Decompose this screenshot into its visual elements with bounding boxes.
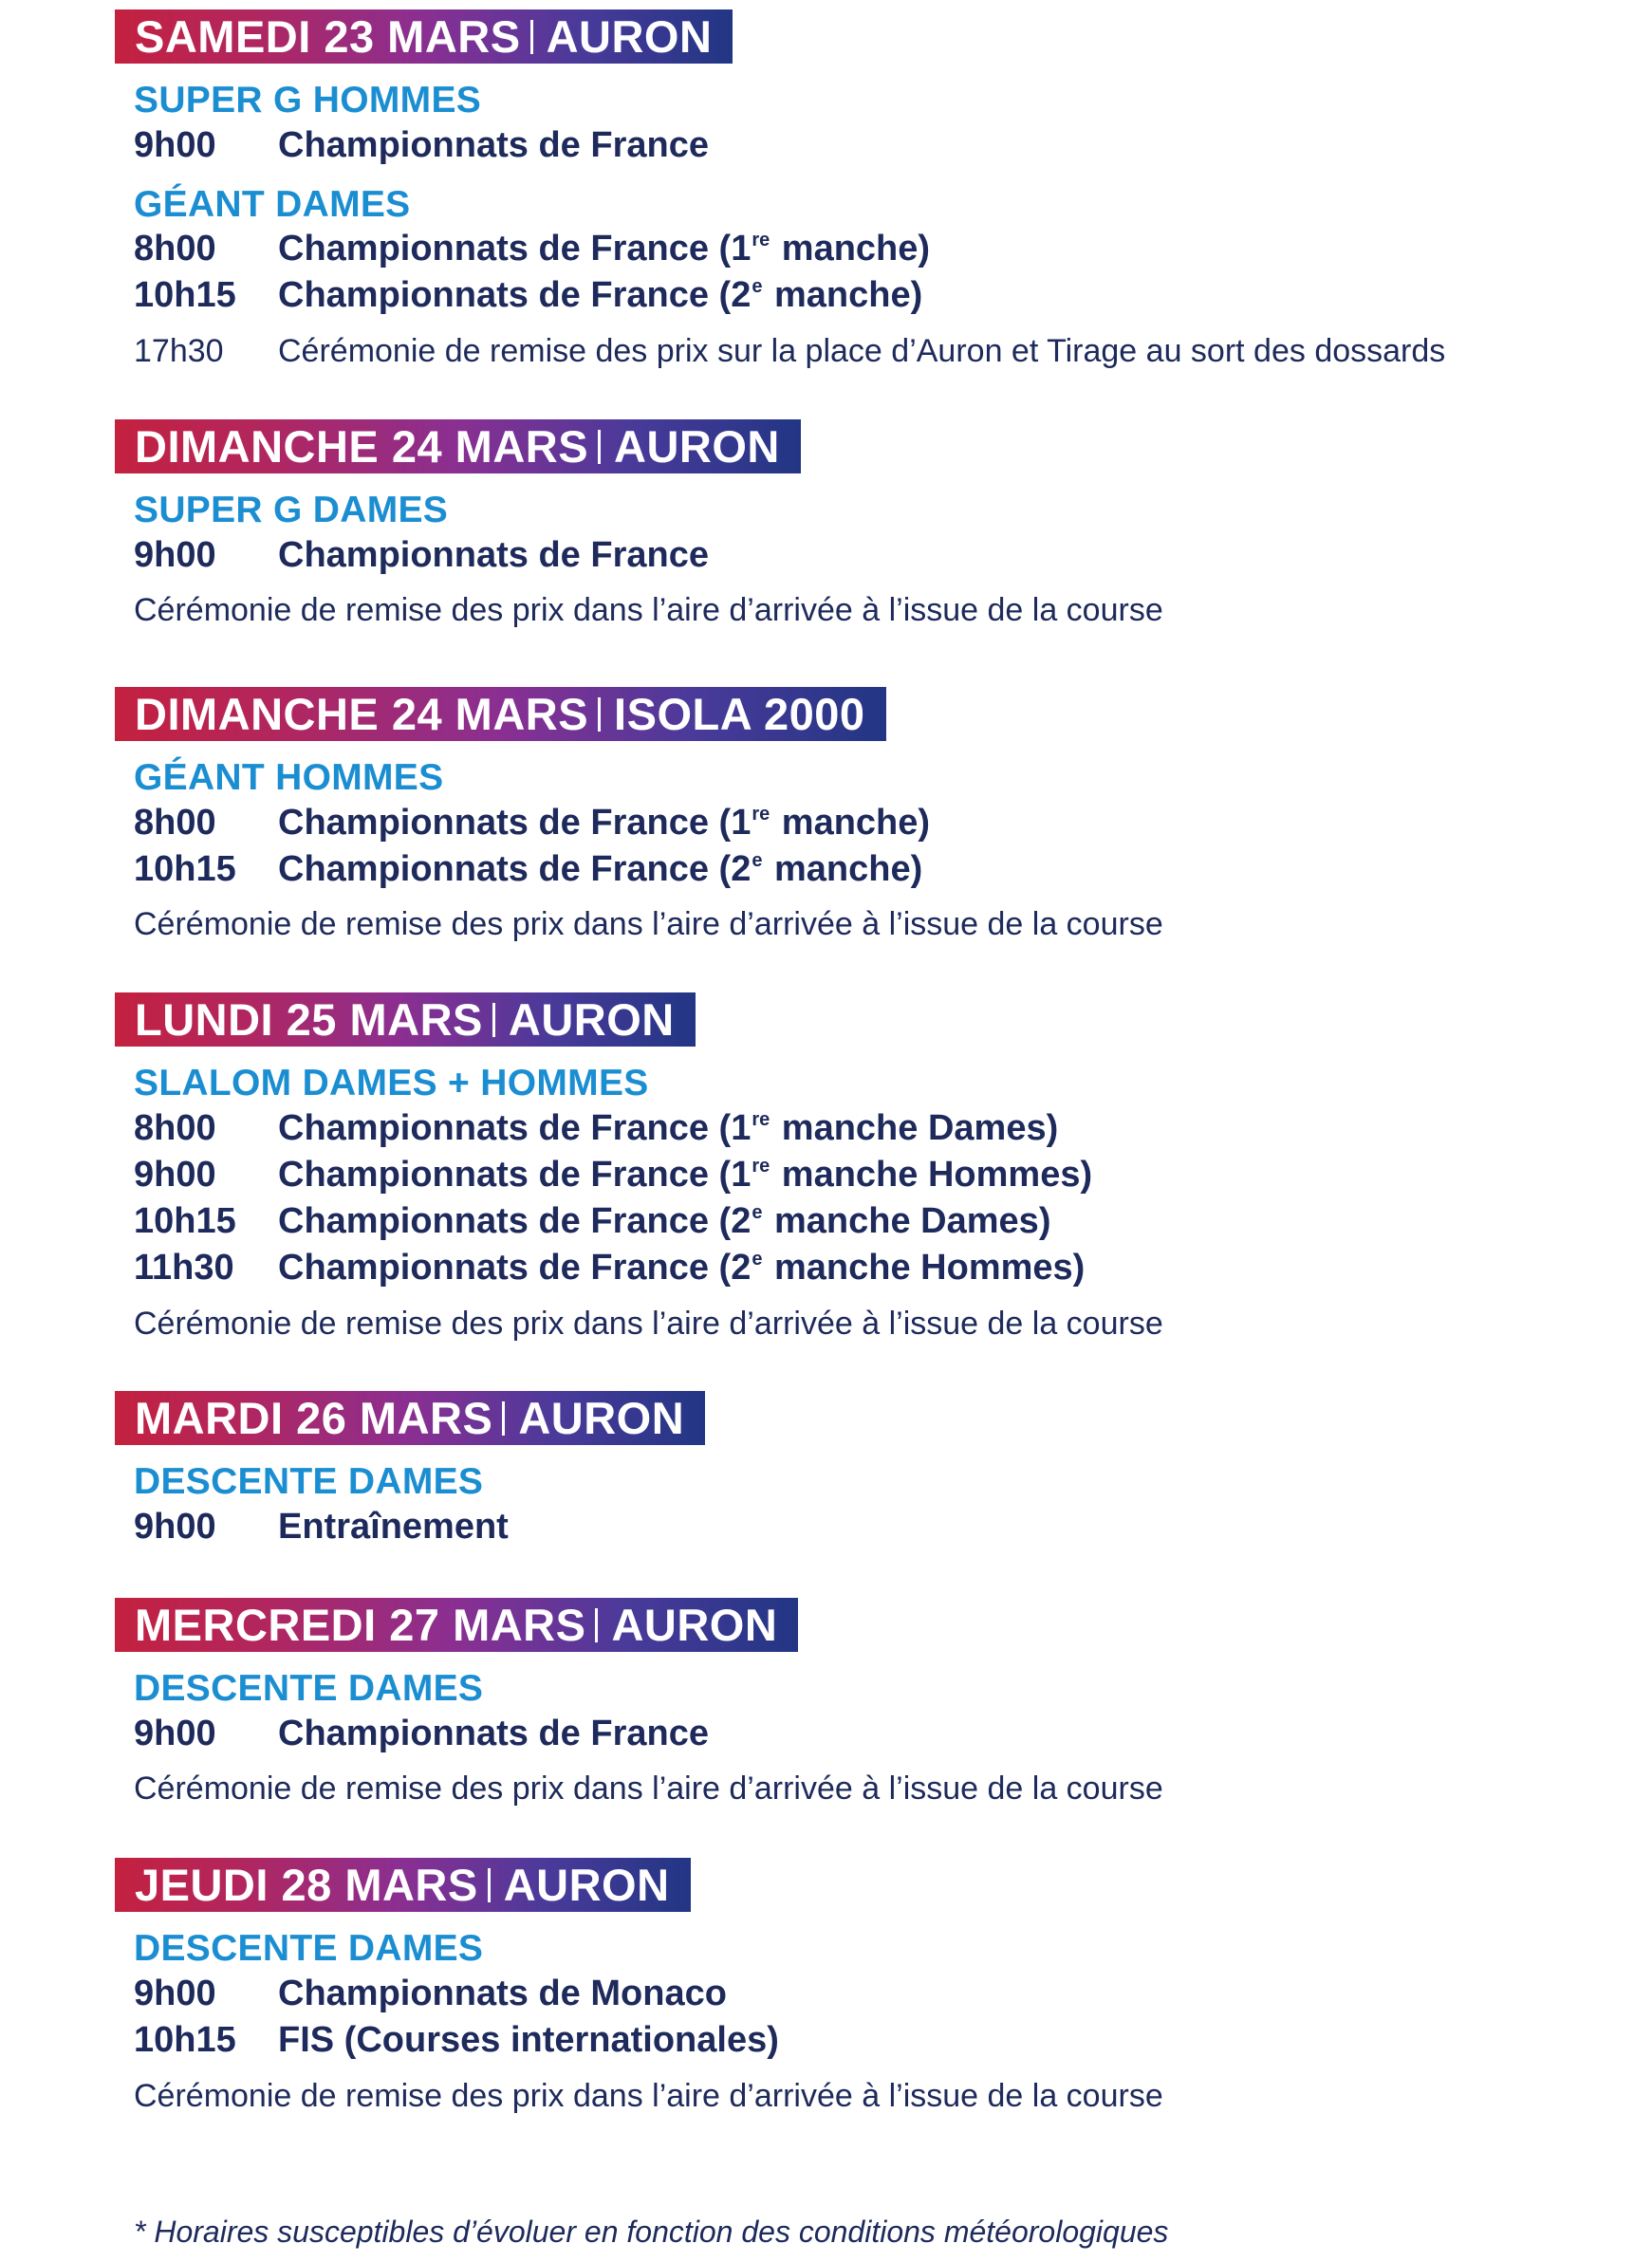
day-place: AURON bbox=[546, 11, 713, 62]
row-time: 9h00 bbox=[134, 1155, 216, 1195]
row-sup: e bbox=[752, 850, 763, 871]
day-place: AURON bbox=[614, 421, 780, 472]
schedule-row bbox=[134, 537, 709, 573]
row-time: 10h15 bbox=[134, 849, 236, 889]
row-time: 9h00 bbox=[134, 125, 216, 165]
separator bbox=[502, 1401, 505, 1436]
day-place: AURON bbox=[508, 994, 675, 1045]
separator bbox=[595, 1608, 598, 1642]
row-label: Entraînement bbox=[278, 1507, 509, 1547]
row-label: Championnats de France (1 bbox=[278, 803, 752, 843]
info-time: 17h30 bbox=[134, 333, 224, 369]
schedule-row bbox=[134, 1110, 1058, 1146]
schedule-row bbox=[134, 1975, 727, 2012]
row-label: Championnats de France (1 bbox=[278, 1108, 752, 1148]
day-banner bbox=[115, 419, 801, 473]
row-label-after: manche) bbox=[771, 803, 931, 843]
day-date: DIMANCHE 24 MARS bbox=[135, 689, 589, 739]
discipline-title: GÉANT DAMES bbox=[134, 184, 411, 225]
schedule-row bbox=[134, 1715, 709, 1752]
schedule-row bbox=[134, 1250, 1085, 1286]
schedule-row bbox=[134, 127, 709, 163]
schedule-row bbox=[134, 1203, 1050, 1239]
day-banner bbox=[115, 1598, 798, 1652]
ceremony-info: Cérémonie de remise des prix dans l’aire d’arrivée à l’issue de la course bbox=[134, 906, 1163, 942]
day-place: ISOLA 2000 bbox=[614, 689, 865, 739]
day-date: JEUDI 28 MARS bbox=[135, 1860, 478, 1910]
row-label: Championnats de France (2 bbox=[278, 849, 752, 889]
day-banner bbox=[115, 1858, 691, 1912]
row-time: 10h15 bbox=[134, 1201, 236, 1241]
row-sup: e bbox=[752, 1202, 763, 1223]
day-banner bbox=[115, 9, 733, 64]
row-time: 11h30 bbox=[134, 1248, 234, 1288]
day-banner bbox=[115, 1391, 705, 1445]
row-label: FIS (Courses internationales) bbox=[278, 2020, 779, 2060]
day-date: DIMANCHE 24 MARS bbox=[135, 421, 589, 472]
row-time: 9h00 bbox=[134, 1507, 216, 1547]
ceremony-info: Cérémonie de remise des prix dans l’aire d’arrivée à l’issue de la course bbox=[134, 1306, 1163, 1342]
info-text: Cérémonie de remise des prix sur la place d’Auron et Tirage au sort des dossards bbox=[278, 333, 1446, 369]
ceremony-info bbox=[134, 335, 1445, 367]
separator bbox=[598, 697, 601, 732]
day-banner bbox=[115, 992, 696, 1047]
ceremony-info: Cérémonie de remise des prix dans l’aire d’arrivée à l’issue de la course bbox=[134, 592, 1163, 628]
discipline-title: DESCENTE DAMES bbox=[134, 1668, 484, 1709]
discipline-title: SLALOM DAMES + HOMMES bbox=[134, 1063, 649, 1103]
row-label: Championnats de Monaco bbox=[278, 1974, 727, 2013]
row-label-after: manche) bbox=[764, 275, 923, 315]
schedule-row bbox=[134, 2022, 779, 2058]
row-label: Championnats de France (1 bbox=[278, 1155, 752, 1195]
schedule-row bbox=[134, 231, 930, 267]
schedule-row bbox=[134, 1509, 509, 1545]
row-time: 8h00 bbox=[134, 1108, 216, 1148]
separator bbox=[598, 430, 601, 464]
row-label-after: manche Dames) bbox=[764, 1201, 1051, 1241]
day-place: AURON bbox=[611, 1600, 778, 1650]
discipline-title: SUPER G DAMES bbox=[134, 490, 449, 530]
row-sup: re bbox=[752, 1156, 770, 1177]
row-label-after: manche Hommes) bbox=[771, 1155, 1093, 1195]
day-date: MARDI 26 MARS bbox=[135, 1393, 493, 1443]
day-date: MERCREDI 27 MARS bbox=[135, 1600, 586, 1650]
ceremony-info: Cérémonie de remise des prix dans l’aire d’arrivée à l’issue de la course bbox=[134, 1771, 1163, 1807]
footnote: * Horaires susceptibles d’évoluer en fonction des conditions météorologiques bbox=[134, 2215, 1169, 2249]
discipline-title: DESCENTE DAMES bbox=[134, 1928, 484, 1969]
day-banner bbox=[115, 687, 886, 741]
row-time: 8h00 bbox=[134, 229, 216, 269]
day-date: SAMEDI 23 MARS bbox=[135, 11, 521, 62]
row-time: 10h15 bbox=[134, 275, 236, 315]
day-place: AURON bbox=[518, 1393, 685, 1443]
row-sup: e bbox=[752, 1249, 763, 1270]
day-date: LUNDI 25 MARS bbox=[135, 994, 483, 1045]
row-sup: re bbox=[752, 230, 770, 250]
discipline-title: SUPER G HOMMES bbox=[134, 80, 482, 121]
discipline-title: DESCENTE DAMES bbox=[134, 1461, 484, 1502]
schedule-row bbox=[134, 1157, 1092, 1193]
ceremony-info: Cérémonie de remise des prix dans l’aire d’arrivée à l’issue de la course bbox=[134, 2078, 1163, 2114]
row-label-after: manche Dames) bbox=[771, 1108, 1059, 1148]
row-label: Championnats de France bbox=[278, 1714, 709, 1753]
schedule-row bbox=[134, 805, 930, 841]
row-time: 10h15 bbox=[134, 2020, 236, 2060]
schedule-row bbox=[134, 277, 922, 313]
row-label: Championnats de France bbox=[278, 125, 709, 165]
row-label-after: manche) bbox=[764, 849, 923, 889]
row-label: Championnats de France bbox=[278, 535, 709, 575]
row-time: 8h00 bbox=[134, 803, 216, 843]
row-label-after: manche) bbox=[771, 229, 931, 269]
row-sup: e bbox=[752, 276, 763, 297]
row-time: 9h00 bbox=[134, 1974, 216, 2013]
row-label: Championnats de France (2 bbox=[278, 1248, 752, 1288]
separator bbox=[488, 1868, 491, 1902]
row-time: 9h00 bbox=[134, 1714, 216, 1753]
row-label: Championnats de France (2 bbox=[278, 275, 752, 315]
row-label: Championnats de France (2 bbox=[278, 1201, 752, 1241]
schedule-row bbox=[134, 851, 922, 887]
separator bbox=[530, 20, 533, 54]
row-sup: re bbox=[752, 804, 770, 825]
day-place: AURON bbox=[503, 1860, 670, 1910]
separator bbox=[492, 1003, 495, 1037]
discipline-title: GÉANT HOMMES bbox=[134, 757, 444, 798]
row-label-after: manche Hommes) bbox=[764, 1248, 1086, 1288]
row-time: 9h00 bbox=[134, 535, 216, 575]
row-sup: re bbox=[752, 1109, 770, 1130]
row-label: Championnats de France (1 bbox=[278, 229, 752, 269]
